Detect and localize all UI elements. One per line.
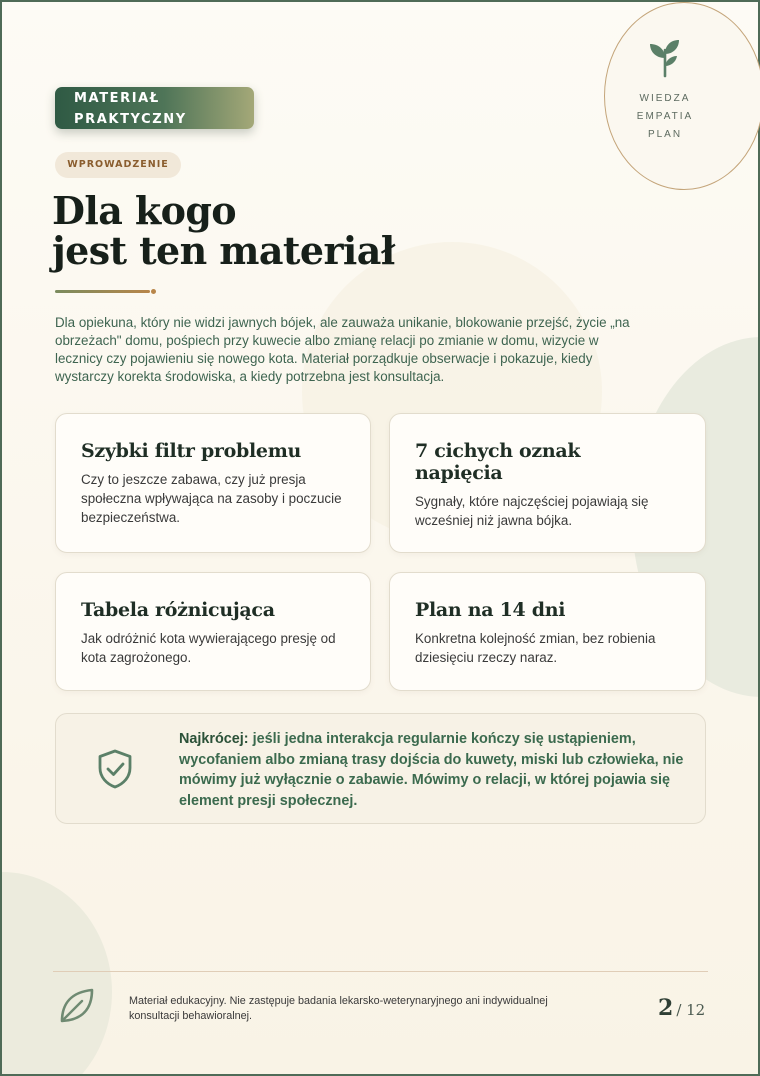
shield-check-icon [96,748,134,790]
seal-line-3: PLAN [647,129,683,140]
seal-line-2: EMPATIA [636,111,694,122]
card-text: Jak odróżnić kota wywierającego presję od kota zagrożonego. [81,631,336,665]
footer-disclaimer: Materiał edukacyjny. Nie zastępuje badania lekarsko-weterynaryjnego ani indywidualnej konsultacji behawioralnej. [129,995,548,1022]
badge-line-2: PRAKTYCZNY [74,112,187,127]
title-line-2: jest ten materiał [52,228,395,273]
title-line-1: Dla kogo [52,188,237,233]
card-14-day-plan [389,572,706,691]
card-differential-table [55,572,371,691]
sprout-icon [646,36,684,78]
background-blob-left [0,872,112,1076]
card-text: Czy to jeszcze zabawa, czy już presja społeczna wpływająca na zasoby i poczucie bezpieczeństwa. [81,472,342,525]
leaf-icon [58,987,96,1025]
summary-text [179,729,699,811]
page-total: / 12 [676,1001,706,1019]
title-underline [55,290,150,293]
card-title: Tabela różnicująca [81,599,275,621]
badge-line-1: MATERIAŁ [74,91,160,106]
summary-body: jeśli jedna interakcja regularnie kończy się ustąpieniem, wycofaniem albo zmianą trasy dojścia do kuwety, miski lub człowieka, nie mówimy już wyłącznie o zabawie. Mówimy o relacji, w której pojawia się element presji społecznej. [179,731,684,809]
page-title [52,188,612,273]
page-number [658,995,718,1021]
page-current: 2 [658,995,674,1021]
intro-paragraph: Dla opiekuna, który nie widzi jawnych bójek, ale zauważa unikanie, blokowanie przejść, życie „na obrzeżach" domu, pośpiech przy kuwecie albo zmianę relacji po zmianie w domu, wizycie w lecznicy czy pojawieniu się nowego kota. Materiał porządkuje obserwacje i pokazuje, kiedy wystarczy korekta środowiska, a kiedy potrzebna jest konsultacja. [55,315,630,384]
card-title: 7 cichych oznak napięcia [415,440,581,484]
card-title: Plan na 14 dni [415,599,566,621]
card-quiet-signs [389,413,706,553]
card-quick-filter [55,413,371,553]
seal-line-1: WIEDZA [639,93,691,104]
section-pill: WPROWADZENIE [55,152,181,178]
category-badge [55,87,254,129]
title-underline-dot [151,289,156,294]
card-title: Szybki filtr problemu [81,440,302,462]
summary-lead: Najkrócej: [179,731,249,747]
footer-divider [53,971,708,972]
card-text: Konkretna kolejność zmian, bez robienia dziesięciu rzeczy naraz. [415,631,656,665]
card-text: Sygnały, które najczęściej pojawiają się wcześniej niż jawna bójka. [415,494,649,528]
